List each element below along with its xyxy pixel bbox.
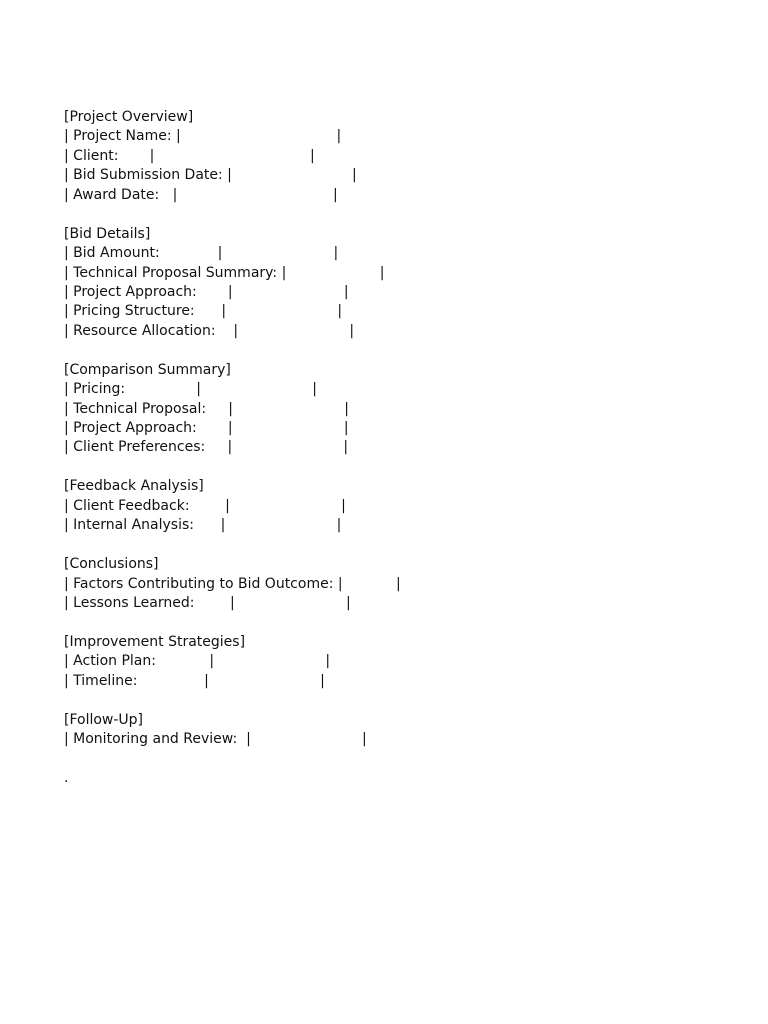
form-row: | Monitoring and Review: | | <box>64 731 367 747</box>
form-row: | Project Approach: | | <box>64 283 349 300</box>
form-row: | Internal Analysis: | | <box>64 517 342 534</box>
section-improvement-strategies <box>64 633 704 691</box>
form-row: | Timeline: | | <box>64 672 325 689</box>
section-follow-up <box>64 711 704 750</box>
form-row: | Award Date: | | <box>64 186 338 203</box>
section-heading: [Conclusions] <box>64 556 159 573</box>
section-heading: [Follow-Up] <box>64 711 144 728</box>
section-heading: [Improvement Strategies] <box>64 633 246 650</box>
spacer <box>64 205 704 224</box>
form-row: | Pricing Structure: | | <box>64 303 343 320</box>
spacer <box>64 691 704 710</box>
form-row: | Client Feedback: | | <box>64 497 346 514</box>
form-row: | Client: | | <box>64 147 315 164</box>
section-project-overview <box>64 108 704 205</box>
form-row: | Client Preferences: | | <box>64 439 349 456</box>
section-heading: [Bid Details] <box>64 225 151 242</box>
spacer <box>64 458 704 477</box>
form-row: | Bid Submission Date: | | <box>64 167 357 184</box>
spacer <box>64 613 704 632</box>
section-bid-details <box>64 225 704 342</box>
form-row: | Resource Allocation: | | <box>64 322 355 339</box>
form-row: | Pricing: | | <box>64 381 317 398</box>
form-row: | Action Plan: | | <box>64 653 331 670</box>
form-row: | Project Approach: | | <box>64 420 349 436</box>
form-row: | Lessons Learned: | | <box>64 594 351 611</box>
document-body <box>64 108 704 788</box>
form-row: | Technical Proposal: | | <box>64 400 349 417</box>
section-heading: [Project Overview] <box>64 109 194 125</box>
end-mark: . <box>64 769 69 786</box>
form-row: | Technical Proposal Summary: | | <box>64 264 385 281</box>
form-row: | Project Name: | | <box>64 128 342 145</box>
spacer <box>64 341 704 360</box>
spacer <box>64 749 704 768</box>
section-comparison-summary <box>64 361 704 458</box>
section-heading: [Comparison Summary] <box>64 361 231 378</box>
section-heading: [Feedback Analysis] <box>64 478 204 495</box>
section-conclusions <box>64 555 704 613</box>
section-feedback-analysis <box>64 477 704 535</box>
spacer <box>64 536 704 555</box>
form-row: | Factors Contributing to Bid Outcome: | | <box>64 575 401 592</box>
form-row: | Bid Amount: | | <box>64 245 339 262</box>
